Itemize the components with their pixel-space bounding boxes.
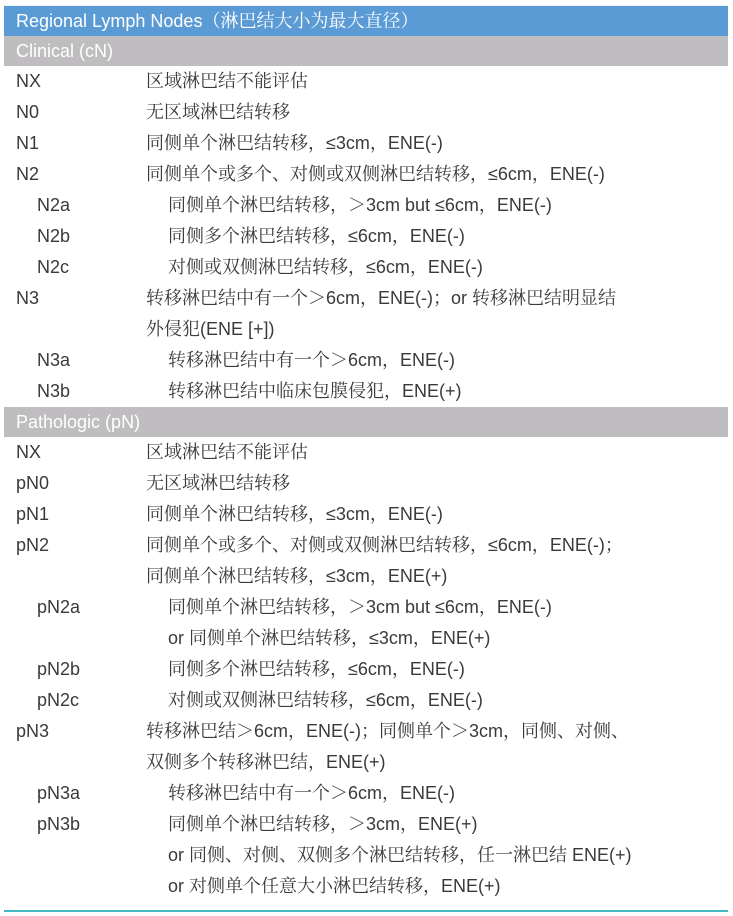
description-line: 双侧多个转移淋巴结，ENE(+): [146, 752, 386, 772]
stage-description: [146, 159, 728, 190]
stage-description: [168, 809, 728, 902]
table-row: [4, 716, 728, 778]
table-row: [4, 530, 728, 592]
description-line: 同侧单个淋巴结转移，≤3cm，ENE(-): [146, 133, 443, 153]
table-row: [4, 221, 728, 252]
table-row: [4, 592, 728, 654]
description-line: or 同侧单个淋巴结转移，≤3cm，ENE(+): [168, 628, 491, 648]
stage-description: [146, 283, 728, 345]
stage-description: [168, 345, 728, 376]
stage-description: [168, 778, 728, 809]
table-row: [4, 97, 728, 128]
table-row: [4, 437, 728, 468]
stage-code: pN2a: [37, 597, 81, 617]
lymph-node-staging-table: [4, 5, 728, 902]
description-line: 同侧单个淋巴结转移，＞3cm，ENE(+): [168, 814, 478, 834]
stage-description: [168, 190, 728, 221]
description-line: 转移淋巴结＞6cm，ENE(-)；同侧单个＞3cm，同侧、对侧、: [146, 721, 630, 741]
stage-description: [168, 685, 728, 716]
description-line: 外侵犯(ENE [+]): [146, 319, 275, 339]
stage-code: pN2: [16, 535, 50, 555]
description-line: 同侧单个淋巴结转移，＞3cm but ≤6cm，ENE(-): [168, 597, 552, 617]
description-line: 转移淋巴结中有一个＞6cm，ENE(-): [168, 783, 455, 803]
stage-description: [146, 97, 728, 128]
stage-description: [146, 128, 728, 159]
stage-code: N3a: [37, 350, 71, 370]
stage-description: [168, 592, 728, 654]
stage-description: [146, 437, 728, 468]
stage-description: [146, 499, 728, 530]
stage-code: pN2c: [37, 690, 80, 710]
description-line: 同侧多个淋巴结转移，≤6cm，ENE(-): [168, 659, 465, 679]
stage-code: N3b: [37, 381, 71, 401]
table-row: [4, 252, 728, 283]
stage-description: [168, 376, 728, 407]
table-row: [4, 685, 728, 716]
description-line: or 对侧单个任意大小淋巴结转移，ENE(+): [168, 876, 501, 896]
description-line: 同侧多个淋巴结转移，≤6cm，ENE(-): [168, 226, 465, 246]
stage-code: pN3b: [37, 814, 81, 834]
bottom-divider: [4, 910, 728, 912]
table-row: [4, 345, 728, 376]
table-title: Regional Lymph Nodes（淋巴结大小为最大直径）: [4, 5, 728, 36]
stage-code: N2a: [37, 195, 71, 215]
stage-description: [146, 530, 728, 592]
stage-code: NX: [16, 442, 42, 462]
stage-code: N2b: [37, 226, 71, 246]
stage-code: pN1: [16, 504, 50, 524]
description-line: 转移淋巴结中有一个＞6cm，ENE(-): [168, 350, 455, 370]
description-line: 转移淋巴结中有一个＞6cm，ENE(-)；or 转移淋巴结明显结: [146, 288, 617, 308]
description-line: 同侧单个淋巴结转移，＞3cm but ≤6cm，ENE(-): [168, 195, 552, 215]
description-line: or 同侧、对侧、双侧多个淋巴结转移，任一淋巴结 ENE(+): [168, 845, 632, 865]
stage-description: [146, 468, 728, 499]
table-row: [4, 190, 728, 221]
stage-code: N1: [16, 133, 40, 153]
table-row: [4, 468, 728, 499]
stage-code: pN3: [16, 721, 50, 741]
stage-description: [146, 716, 728, 778]
table-row: [4, 654, 728, 685]
table-row: [4, 159, 728, 190]
description-line: 区域淋巴结不能评估: [146, 71, 308, 91]
table-row: [4, 778, 728, 809]
stage-code: pN0: [16, 473, 50, 493]
stage-description: [168, 221, 728, 252]
stage-code: pN3a: [37, 783, 81, 803]
stage-code: N0: [16, 102, 40, 122]
description-line: 转移淋巴结中临床包膜侵犯，ENE(+): [168, 381, 462, 401]
description-line: 无区域淋巴结转移: [146, 102, 290, 122]
stage-description: [146, 66, 728, 97]
table-row: [4, 809, 728, 902]
section-heading-clinical: Clinical (cN): [4, 36, 728, 66]
description-line: 同侧单个淋巴结转移，≤3cm，ENE(-): [146, 504, 443, 524]
section-heading-pathologic: Pathologic (pN): [4, 407, 728, 437]
stage-description: [168, 252, 728, 283]
table-row: [4, 283, 728, 345]
description-line: 区域淋巴结不能评估: [146, 442, 308, 462]
description-line: 同侧单个淋巴结转移，≤3cm，ENE(+): [146, 566, 448, 586]
table-row: [4, 66, 728, 97]
table-row: [4, 499, 728, 530]
description-line: 无区域淋巴结转移: [146, 473, 290, 493]
description-line: 同侧单个或多个、对侧或双侧淋巴结转移，≤6cm，ENE(-): [146, 164, 605, 184]
stage-code: NX: [16, 71, 42, 91]
description-line: 同侧单个或多个、对侧或双侧淋巴结转移，≤6cm，ENE(-)；: [146, 535, 623, 555]
stage-description: [168, 654, 728, 685]
stage-code: pN2b: [37, 659, 81, 679]
stage-code: N2: [16, 164, 40, 184]
stage-code: N3: [16, 288, 40, 308]
description-line: 对侧或双侧淋巴结转移，≤6cm，ENE(-): [168, 257, 483, 277]
table-row: [4, 128, 728, 159]
description-line: 对侧或双侧淋巴结转移，≤6cm，ENE(-): [168, 690, 483, 710]
table-row: [4, 376, 728, 407]
stage-code: N2c: [37, 257, 70, 277]
